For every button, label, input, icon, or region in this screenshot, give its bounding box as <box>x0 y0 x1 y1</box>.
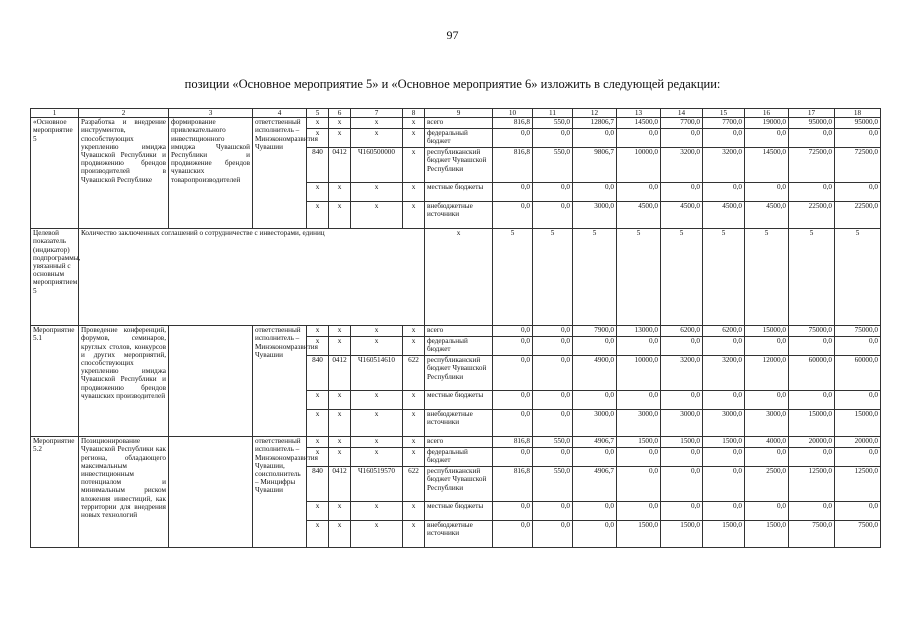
section-code: x <box>329 410 351 437</box>
amount-cell: 4000,0 <box>745 437 789 448</box>
table-row <box>31 437 881 448</box>
amount-cell: 10000,0 <box>617 356 661 391</box>
funding-source: местные бюджеты <box>425 183 493 202</box>
section-code: x <box>329 202 351 229</box>
target-indicator-marker: x <box>425 229 493 326</box>
amount-cell: 0,0 <box>573 448 617 467</box>
target-article-code: x <box>351 337 403 356</box>
funding-source: внебюджетные источники <box>425 410 493 437</box>
amount-cell: 0,0 <box>661 467 703 502</box>
amount-cell: 0,0 <box>661 129 703 148</box>
amount-cell: 22500,0 <box>835 202 881 229</box>
target-indicator-row <box>31 229 881 326</box>
amount-cell: 3000,0 <box>661 410 703 437</box>
amount-cell: 1500,0 <box>661 521 703 548</box>
funding-source: внебюджетные источники <box>425 202 493 229</box>
expense-type-code: x <box>403 148 425 183</box>
amount-cell: 0,0 <box>533 337 573 356</box>
amount-cell: 7700,0 <box>661 118 703 129</box>
amount-cell: 95000,0 <box>835 118 881 129</box>
amount-cell: 9806,7 <box>573 148 617 183</box>
column-number: 1 <box>31 109 79 118</box>
section-code: x <box>329 437 351 448</box>
grbs-code: x <box>307 437 329 448</box>
grbs-code: x <box>307 410 329 437</box>
amount-cell: 0,0 <box>533 410 573 437</box>
amount-cell: 0,0 <box>703 448 745 467</box>
expense-type-code: x <box>403 391 425 410</box>
expense-type-code: x <box>403 337 425 356</box>
target-article-code: Ч160500000 <box>351 148 403 183</box>
target-article-code: x <box>351 326 403 337</box>
amount-cell: 4906,7 <box>573 437 617 448</box>
amount-cell: 1500,0 <box>617 437 661 448</box>
amount-cell: 2500,0 <box>745 467 789 502</box>
amount-cell: 1500,0 <box>617 521 661 548</box>
column-number: 9 <box>425 109 493 118</box>
section-code: x <box>329 129 351 148</box>
amount-cell: 22500,0 <box>789 202 835 229</box>
amount-cell: 75000,0 <box>789 326 835 337</box>
amount-cell: 0,0 <box>533 183 573 202</box>
funding-source: всего <box>425 437 493 448</box>
amount-cell: 0,0 <box>617 502 661 521</box>
amount-cell: 0,0 <box>493 356 533 391</box>
target-indicator-value: 5 <box>493 229 533 326</box>
amount-cell: 0,0 <box>835 183 881 202</box>
amount-cell: 72500,0 <box>835 148 881 183</box>
amount-cell: 3200,0 <box>703 356 745 391</box>
amount-cell: 0,0 <box>573 502 617 521</box>
column-number: 4 <box>253 109 307 118</box>
section-code: x <box>329 183 351 202</box>
amount-cell: 0,0 <box>493 202 533 229</box>
page-number: 97 <box>446 28 459 42</box>
measure-name: Мероприятие 5.2 <box>31 437 79 548</box>
funding-source: местные бюджеты <box>425 391 493 410</box>
amount-cell: 4900,0 <box>573 356 617 391</box>
amount-cell: 0,0 <box>617 391 661 410</box>
amount-cell: 3200,0 <box>661 356 703 391</box>
column-number: 14 <box>661 109 703 118</box>
amount-cell: 20000,0 <box>789 437 835 448</box>
amount-cell: 3000,0 <box>617 410 661 437</box>
section-code: 0412 <box>329 467 351 502</box>
amount-cell: 0,0 <box>493 183 533 202</box>
target-article-code: x <box>351 502 403 521</box>
amount-cell: 15000,0 <box>745 326 789 337</box>
measure-name: Мероприятие 5.1 <box>31 326 79 437</box>
table-row <box>31 118 881 129</box>
amount-cell: 816,8 <box>493 118 533 129</box>
grbs-code: 840 <box>307 148 329 183</box>
amount-cell: 0,0 <box>661 183 703 202</box>
target-article-code: x <box>351 410 403 437</box>
target-article-code: x <box>351 183 403 202</box>
expense-type-code: x <box>403 521 425 548</box>
column-number: 15 <box>703 109 745 118</box>
amount-cell: 12500,0 <box>789 467 835 502</box>
amount-cell: 0,0 <box>745 391 789 410</box>
funding-source: внебюджетные источники <box>425 521 493 548</box>
amount-cell: 0,0 <box>493 521 533 548</box>
expense-type-code: x <box>403 448 425 467</box>
target-article-code: x <box>351 521 403 548</box>
grbs-code: x <box>307 391 329 410</box>
target-indicator-label: Целевой показатель (индикатор) подпрограммы, увязанный с основным мероприятием 5 <box>31 229 79 326</box>
section-code: x <box>329 521 351 548</box>
grbs-code: x <box>307 202 329 229</box>
funding-source: республиканский бюджет Чувашской Республики <box>425 467 493 502</box>
amount-cell: 0,0 <box>661 502 703 521</box>
amount-cell: 0,0 <box>789 337 835 356</box>
measure-goal <box>169 437 253 548</box>
target-article-code: x <box>351 118 403 129</box>
amount-cell: 0,0 <box>835 502 881 521</box>
expense-type-code: 622 <box>403 356 425 391</box>
amount-cell: 95000,0 <box>789 118 835 129</box>
column-number: 8 <box>403 109 425 118</box>
section-code: 0412 <box>329 356 351 391</box>
section-code: x <box>329 326 351 337</box>
amount-cell: 0,0 <box>533 129 573 148</box>
target-article-code: x <box>351 391 403 410</box>
target-indicator-value: 5 <box>703 229 745 326</box>
column-number: 13 <box>617 109 661 118</box>
amount-cell: 0,0 <box>493 391 533 410</box>
amount-cell: 816,8 <box>493 437 533 448</box>
amount-cell: 0,0 <box>789 502 835 521</box>
amount-cell: 0,0 <box>493 326 533 337</box>
amount-cell: 7500,0 <box>789 521 835 548</box>
amount-cell: 0,0 <box>835 391 881 410</box>
amount-cell: 0,0 <box>703 467 745 502</box>
target-indicator-value: 5 <box>789 229 835 326</box>
amount-cell: 0,0 <box>617 337 661 356</box>
measure-executor: ответственный исполнитель – Минэкономразвития Чувашии, соисполнитель – Минцифры Чувашии <box>253 437 307 548</box>
amount-cell: 0,0 <box>533 502 573 521</box>
target-indicator-value: 5 <box>617 229 661 326</box>
target-article-code: Ч160519570 <box>351 467 403 502</box>
amount-cell: 3200,0 <box>703 148 745 183</box>
amount-cell: 550,0 <box>533 437 573 448</box>
expense-type-code: x <box>403 202 425 229</box>
amount-cell: 0,0 <box>835 448 881 467</box>
amount-cell: 1500,0 <box>703 521 745 548</box>
grbs-code: x <box>307 183 329 202</box>
amount-cell: 3000,0 <box>573 410 617 437</box>
amount-cell: 20000,0 <box>835 437 881 448</box>
column-number: 17 <box>789 109 835 118</box>
amount-cell: 0,0 <box>661 391 703 410</box>
measure-name: «Основное мероприятие 5 <box>31 118 79 229</box>
funding-source: федеральный бюджет <box>425 129 493 148</box>
amount-cell: 6200,0 <box>661 326 703 337</box>
amount-cell: 0,0 <box>703 337 745 356</box>
funding-source: всего <box>425 326 493 337</box>
amount-cell: 816,8 <box>493 148 533 183</box>
target-indicator-value: 5 <box>533 229 573 326</box>
amount-cell: 0,0 <box>745 129 789 148</box>
amount-cell: 0,0 <box>789 183 835 202</box>
amount-cell: 1500,0 <box>745 521 789 548</box>
amount-cell: 1500,0 <box>703 437 745 448</box>
amount-cell: 0,0 <box>789 129 835 148</box>
expense-type-code: x <box>403 437 425 448</box>
column-number: 2 <box>79 109 169 118</box>
amount-cell: 7900,0 <box>573 326 617 337</box>
amount-cell: 7500,0 <box>835 521 881 548</box>
amount-cell: 0,0 <box>573 129 617 148</box>
amount-cell: 0,0 <box>789 448 835 467</box>
amount-cell: 4500,0 <box>703 202 745 229</box>
amount-cell: 0,0 <box>493 337 533 356</box>
grbs-code: x <box>307 129 329 148</box>
amount-cell: 0,0 <box>493 502 533 521</box>
expense-type-code: x <box>403 326 425 337</box>
funding-source: всего <box>425 118 493 129</box>
amount-cell: 0,0 <box>533 391 573 410</box>
amount-cell: 0,0 <box>661 448 703 467</box>
amount-cell: 1500,0 <box>661 437 703 448</box>
target-article-code: x <box>351 129 403 148</box>
document-heading: позиции «Основное мероприятие 5» и «Основное мероприятие 6» изложить в следующей редакции: <box>184 77 721 91</box>
amount-cell: 13000,0 <box>617 326 661 337</box>
amount-cell: 0,0 <box>533 202 573 229</box>
expense-type-code: x <box>403 129 425 148</box>
amount-cell: 0,0 <box>703 391 745 410</box>
amount-cell: 4906,7 <box>573 467 617 502</box>
amount-cell: 0,0 <box>703 502 745 521</box>
measure-goal <box>169 326 253 437</box>
amount-cell: 3000,0 <box>745 410 789 437</box>
measure-description: Разработка и внедрение инструментов, способствующих укреплению имиджа Чувашской Республики и продвижению брендов производителей в Чувашской Республике <box>79 118 169 229</box>
amount-cell: 0,0 <box>573 183 617 202</box>
amount-cell: 75000,0 <box>835 326 881 337</box>
measure-executor: ответственный исполнитель – Минэкономразвития Чувашии <box>253 326 307 437</box>
target-indicator-value: 5 <box>745 229 789 326</box>
amount-cell: 0,0 <box>745 448 789 467</box>
section-code: x <box>329 502 351 521</box>
amount-cell: 0,0 <box>493 410 533 437</box>
amount-cell: 550,0 <box>533 118 573 129</box>
amount-cell: 14500,0 <box>745 148 789 183</box>
funding-source: федеральный бюджет <box>425 337 493 356</box>
amount-cell: 550,0 <box>533 467 573 502</box>
amount-cell: 12500,0 <box>835 467 881 502</box>
section-code: x <box>329 391 351 410</box>
measure-description: Позиционирование Чувашской Республики как региона, обладающего максимальным инвестиционным потенциалом и минимальным риском вложения инвестиций, как территории для внедрения новых технологий <box>79 437 169 548</box>
column-number: 5 <box>307 109 329 118</box>
amount-cell: 816,8 <box>493 467 533 502</box>
amount-cell: 4500,0 <box>617 202 661 229</box>
column-number: 11 <box>533 109 573 118</box>
expense-type-code: 622 <box>403 467 425 502</box>
section-code: 0412 <box>329 148 351 183</box>
amount-cell: 0,0 <box>703 183 745 202</box>
amount-cell: 0,0 <box>533 326 573 337</box>
amount-cell: 60000,0 <box>835 356 881 391</box>
amount-cell: 72500,0 <box>789 148 835 183</box>
funding-source: местные бюджеты <box>425 502 493 521</box>
funding-source: федеральный бюджет <box>425 448 493 467</box>
amount-cell: 550,0 <box>533 148 573 183</box>
column-number: 12 <box>573 109 617 118</box>
expense-type-code: x <box>403 183 425 202</box>
amount-cell: 0,0 <box>573 521 617 548</box>
section-code: x <box>329 118 351 129</box>
amount-cell: 0,0 <box>745 502 789 521</box>
target-article-code: x <box>351 437 403 448</box>
expense-type-code: x <box>403 118 425 129</box>
target-indicator-value: 5 <box>661 229 703 326</box>
amount-cell: 15000,0 <box>789 410 835 437</box>
budget-table <box>30 108 881 548</box>
measure-executor: ответственный исполнитель – Минэкономразвития Чувашии <box>253 118 307 229</box>
amount-cell: 0,0 <box>703 129 745 148</box>
amount-cell: 19000,0 <box>745 118 789 129</box>
target-indicator-value: 5 <box>835 229 881 326</box>
column-number: 3 <box>169 109 253 118</box>
amount-cell: 0,0 <box>617 467 661 502</box>
amount-cell: 0,0 <box>533 356 573 391</box>
amount-cell: 0,0 <box>493 448 533 467</box>
amount-cell: 0,0 <box>745 337 789 356</box>
amount-cell: 7700,0 <box>703 118 745 129</box>
amount-cell: 0,0 <box>835 337 881 356</box>
column-number: 16 <box>745 109 789 118</box>
grbs-code: x <box>307 502 329 521</box>
amount-cell: 3000,0 <box>703 410 745 437</box>
funding-source: республиканский бюджет Чувашской Республики <box>425 148 493 183</box>
amount-cell: 12000,0 <box>745 356 789 391</box>
column-number: 10 <box>493 109 533 118</box>
amount-cell: 3000,0 <box>573 202 617 229</box>
target-article-code: x <box>351 202 403 229</box>
section-code: x <box>329 337 351 356</box>
amount-cell: 0,0 <box>617 448 661 467</box>
amount-cell: 0,0 <box>533 448 573 467</box>
expense-type-code: x <box>403 410 425 437</box>
amount-cell: 0,0 <box>573 337 617 356</box>
section-code: x <box>329 448 351 467</box>
amount-cell: 10000,0 <box>617 148 661 183</box>
target-indicator-description: Количество заключенных соглашений о сотрудничестве с инвесторами, единиц <box>79 229 425 326</box>
expense-type-code: x <box>403 502 425 521</box>
target-indicator-value: 5 <box>573 229 617 326</box>
amount-cell: 6200,0 <box>703 326 745 337</box>
amount-cell: 0,0 <box>835 129 881 148</box>
amount-cell: 4500,0 <box>661 202 703 229</box>
amount-cell: 0,0 <box>617 183 661 202</box>
amount-cell: 14500,0 <box>617 118 661 129</box>
amount-cell: 15000,0 <box>835 410 881 437</box>
amount-cell: 0,0 <box>745 183 789 202</box>
grbs-code: x <box>307 448 329 467</box>
column-number: 6 <box>329 109 351 118</box>
amount-cell: 0,0 <box>789 391 835 410</box>
amount-cell: 12806,7 <box>573 118 617 129</box>
amount-cell: 0,0 <box>573 391 617 410</box>
amount-cell: 60000,0 <box>789 356 835 391</box>
grbs-code: x <box>307 326 329 337</box>
grbs-code: 840 <box>307 467 329 502</box>
table-row <box>31 326 881 337</box>
amount-cell: 0,0 <box>493 129 533 148</box>
target-article-code: x <box>351 448 403 467</box>
amount-cell: 3200,0 <box>661 148 703 183</box>
measure-goal: формирование привлекательного инвестиционного имиджа Чувашской Республики и продвижение брендов чувашских товаропроизводителей <box>169 118 253 229</box>
header-row <box>31 109 881 118</box>
amount-cell: 0,0 <box>617 129 661 148</box>
grbs-code: 840 <box>307 356 329 391</box>
funding-source: республиканский бюджет Чувашской Республики <box>425 356 493 391</box>
column-number: 18 <box>835 109 881 118</box>
measure-description: Проведение конференций, форумов, семинаров, круглых столов, конкурсов и других мероприятий, способствующих укреплению имиджа Чувашской Республики и продвижению брендов чувашских производителей <box>79 326 169 437</box>
amount-cell: 0,0 <box>533 521 573 548</box>
grbs-code: x <box>307 118 329 129</box>
column-number: 7 <box>351 109 403 118</box>
grbs-code: x <box>307 337 329 356</box>
amount-cell: 4500,0 <box>745 202 789 229</box>
target-article-code: Ч160514610 <box>351 356 403 391</box>
grbs-code: x <box>307 521 329 548</box>
amount-cell: 0,0 <box>661 337 703 356</box>
